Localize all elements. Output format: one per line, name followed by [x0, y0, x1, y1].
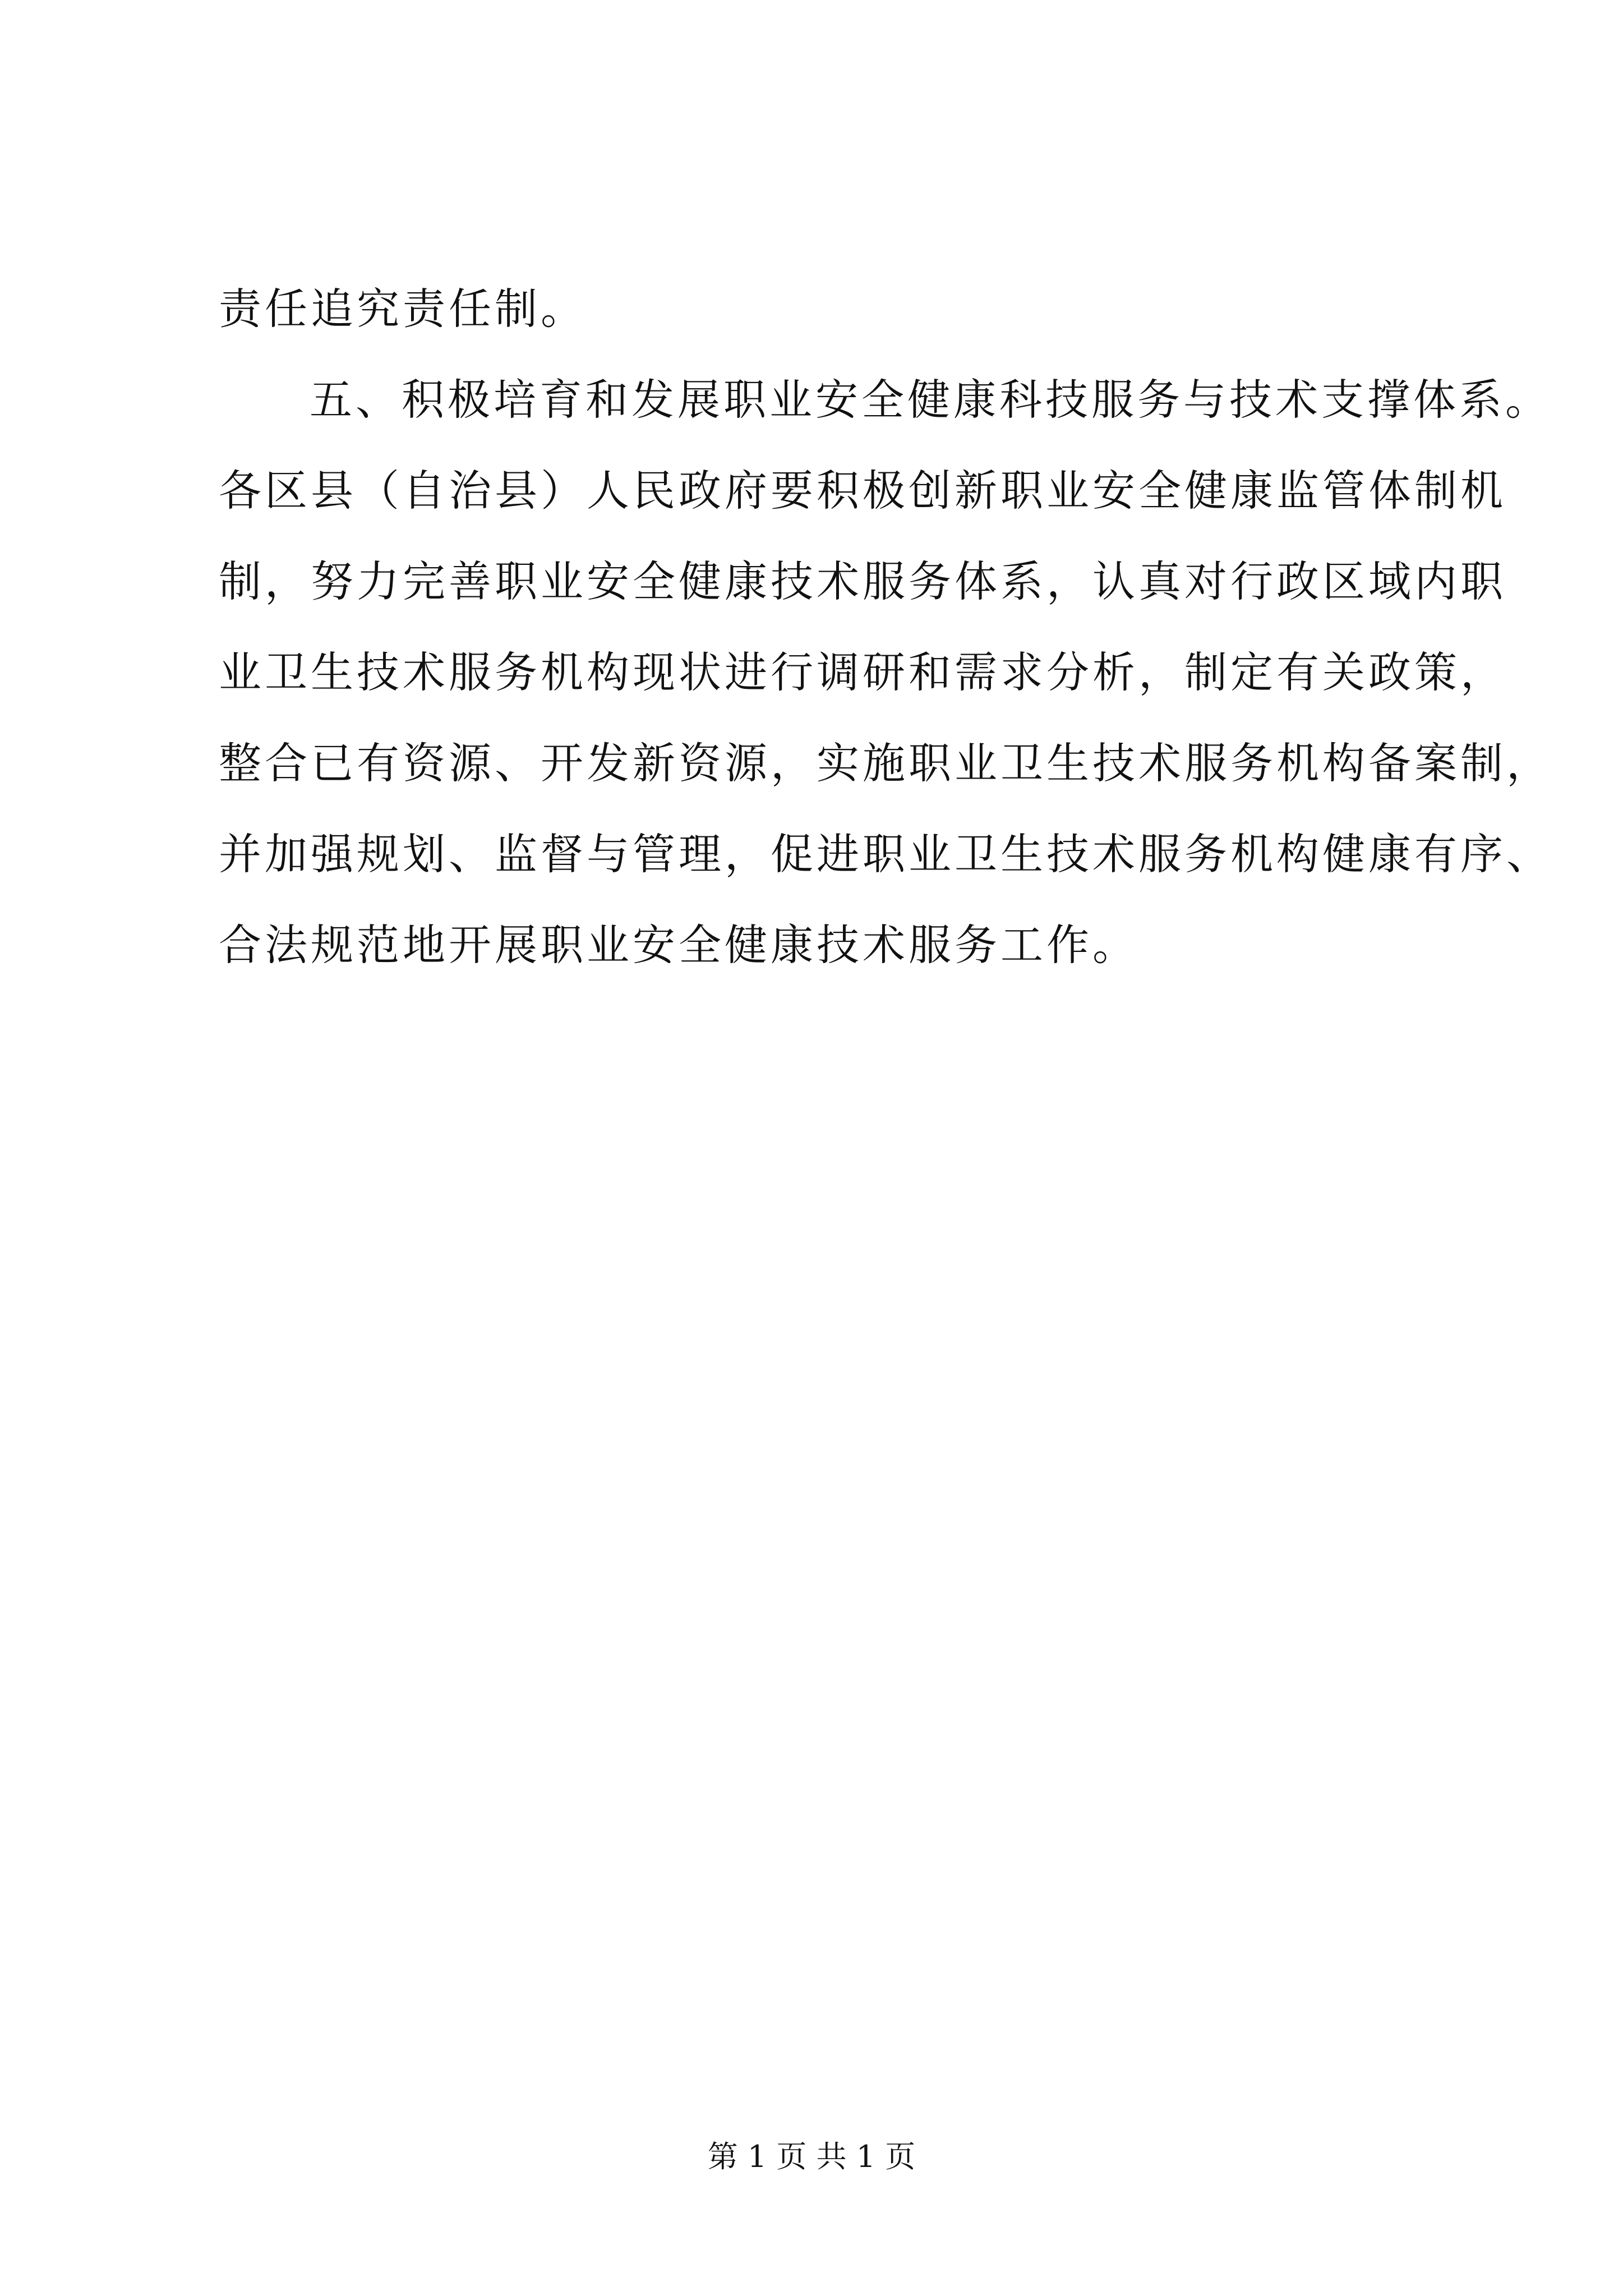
text-line: 责任追究责任制。 [219, 284, 587, 334]
text-line: 制，努力完善职业安全健康技术服务体系，认真对行政区域内职 [219, 556, 1506, 606]
page-footer: 第 1 页 共 1 页 [707, 2139, 916, 2174]
text-line: 业卫生技术服务机构现状进行调研和需求分析，制定有关政策， [219, 647, 1506, 697]
text-line: 整合已有资源、开发新资源，实施职业卫生技术服务机构备案制， [219, 738, 1552, 788]
text-line: 五、积极培育和发展职业安全健康科技服务与技术支撑体系。 [310, 375, 1551, 425]
text-line: 各区县（自治县）人民政府要积极创新职业安全健康监管体制机 [219, 466, 1506, 516]
text-line: 合法规范地开展职业安全健康技术服务工作。 [219, 920, 1138, 970]
text-line: 并加强规划、监督与管理，促进职业卫生技术服务机构健康有序、 [219, 829, 1552, 879]
body-text [219, 264, 1552, 991]
